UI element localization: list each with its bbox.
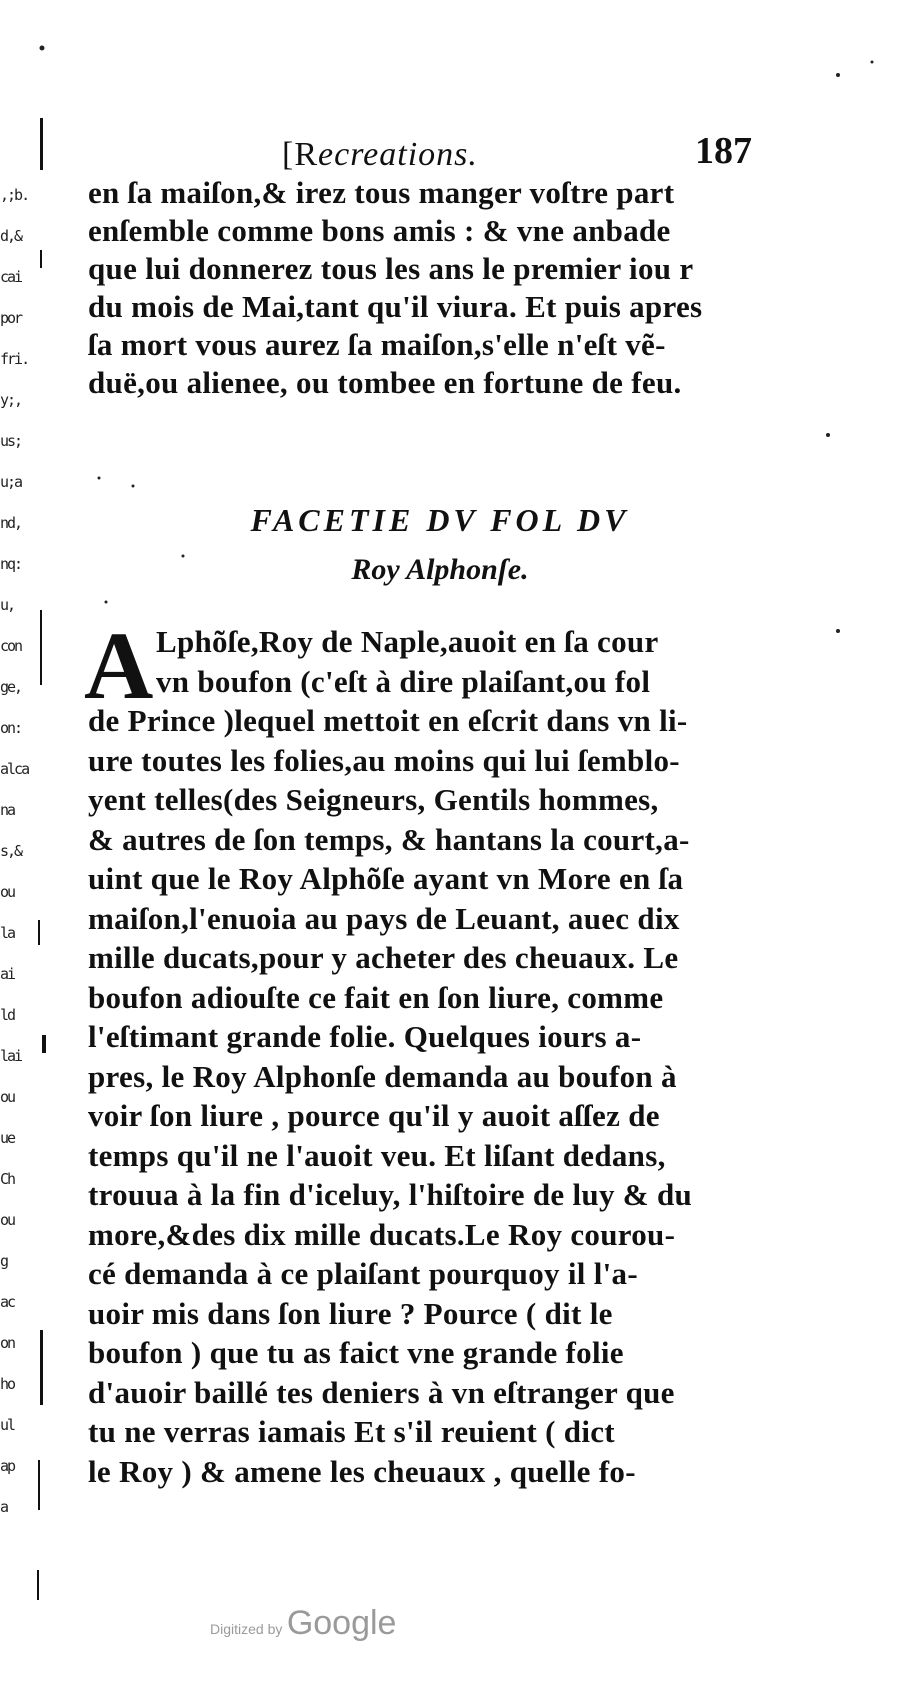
gutter-fragment: ge, xyxy=(0,678,22,696)
gutter-fragment: u;a xyxy=(0,473,22,491)
text-line: uoir mis dans ſon liure ? Pource ( dit le xyxy=(88,1295,613,1331)
text-line: le Roy ) & amene les cheuaux , quelle fo- xyxy=(88,1453,636,1489)
page-number: 187 xyxy=(695,130,752,172)
gutter-fragment: ld xyxy=(0,1006,15,1024)
text-line: temps qu'il ne l'auoit veu. Et liſant dedans, xyxy=(88,1137,666,1173)
text-line: cé demanda à ce plaiſant pourquoy il l'a- xyxy=(88,1256,638,1291)
gutter-fragment: ou xyxy=(0,883,15,901)
drop-cap: A xyxy=(84,612,154,719)
text-line: l'eſtimant grande folie. Quelques iours a- xyxy=(88,1019,642,1054)
credit-prefix: Digitized by xyxy=(210,1621,283,1637)
gutter-fragment: ue xyxy=(0,1129,15,1147)
gutter-fragment: u, xyxy=(0,596,15,614)
gutter-fragment: ,;b. xyxy=(0,186,29,204)
gutter-fragment: ou xyxy=(0,1088,15,1106)
gutter-fragment: Ch xyxy=(0,1170,15,1188)
speck xyxy=(105,601,108,604)
text-line: boufon adiouſte ce fait en ſon liure, comme xyxy=(88,979,664,1015)
text-line: ſa mort vous aurez ſa maiſon,s'elle n'eſt vẽ- xyxy=(88,327,666,362)
section-title: FACETIE DV FOL DV xyxy=(250,502,630,538)
gutter-fragment: por xyxy=(0,309,22,327)
text-line: duë,ou alienee, ou tombee en fortune de feu. xyxy=(88,365,682,400)
text-line: vn boufon (c'eſt à dire plaiſant,ou fol xyxy=(156,663,651,699)
speck xyxy=(836,73,840,77)
gutter-fragment: nq: xyxy=(0,555,22,573)
text-line: en ſa maiſon,& irez tous manger voſtre part xyxy=(88,175,675,210)
speck xyxy=(132,485,135,488)
text-line: de Prince )lequel mettoit en eſcrit dans vn li- xyxy=(88,703,688,738)
google-logo: Google xyxy=(286,1604,397,1642)
gutter-fragment: la xyxy=(0,924,15,942)
text-line: voir ſon liure , pource qu'il y auoit aſſez de xyxy=(88,1098,660,1133)
section-subtitle: Roy Alphonſe. xyxy=(351,553,529,586)
text-line: enſemble comme bons amis : & vne anbade xyxy=(88,213,671,248)
text-line: uint que le Roy Alphõſe ayant vn More en ſa xyxy=(88,861,684,896)
speck xyxy=(182,555,185,558)
speck xyxy=(40,46,45,51)
text-line: d'auoir baillé tes deniers à vn eſtranger que xyxy=(88,1374,675,1410)
speck xyxy=(98,477,101,480)
gutter-fragment: cai xyxy=(0,268,22,286)
text-line: du mois de Mai,tant qu'il viura. Et puis apres xyxy=(88,289,703,324)
gutter-fragment: y;, xyxy=(0,391,22,409)
running-head-title: ecreations. xyxy=(318,136,478,173)
text-line: pres, le Roy Alphonſe demanda au boufon à xyxy=(88,1058,677,1094)
gutter-fragment: on xyxy=(0,1334,15,1352)
gutter-fragment: lai xyxy=(0,1047,22,1065)
gutter-fragment: alca xyxy=(0,760,29,778)
gutter-fragment: ul xyxy=(0,1416,15,1434)
gutter-fragment: ap xyxy=(0,1457,15,1475)
text-line: yent telles(des Seigneurs, Gentils hommes, xyxy=(88,782,659,817)
gutter-fragment: s,& xyxy=(0,842,22,860)
gutter-fragment: ai xyxy=(0,965,15,983)
gutter-fragment: con xyxy=(0,637,22,655)
text-line: Lphõſe,Roy de Naple,auoit en ſa cour xyxy=(156,624,659,659)
gutter-fragment: d,& xyxy=(0,227,22,245)
text-line: maiſon,l'enuoia au pays de Leuant, auec dix xyxy=(88,900,680,936)
gutter-fragment: nd, xyxy=(0,514,22,532)
text-line: mille ducats,pour y acheter des cheuaux. Le xyxy=(88,940,679,975)
gutter-fragment: ou xyxy=(0,1211,15,1229)
running-head-bracket: [ xyxy=(282,136,295,173)
speck xyxy=(836,629,840,633)
text-line: trouua à la fin d'iceluy, l'hiſtoire de luy & du xyxy=(88,1177,693,1212)
text-line: ure toutes les folies,au moins qui lui ſemblo- xyxy=(88,742,680,778)
speck xyxy=(826,433,830,437)
text-line: tu ne verras iamais Et s'il reuient ( dict xyxy=(88,1414,615,1449)
gutter-fragment: ho xyxy=(0,1375,15,1393)
text-line: boufon ) que tu as faict vne grande folie xyxy=(88,1335,624,1370)
gutter-fragment: us; xyxy=(0,432,22,450)
gutter-fragment: na xyxy=(0,801,15,819)
digitization-credit xyxy=(210,1604,396,1643)
text-line: more,&des dix mille ducats.Le Roy courou- xyxy=(88,1216,676,1252)
speck xyxy=(871,61,874,64)
text-line: que lui donnerez tous les ans le premier iou r xyxy=(88,251,694,286)
gutter-fragment: g xyxy=(0,1252,8,1270)
running-head-initial: R xyxy=(294,136,319,173)
gutter-fragment: a xyxy=(0,1498,8,1516)
gutter-fragment: ac xyxy=(0,1293,15,1311)
text-line: & autres de ſon temps, & hantans la court,a- xyxy=(88,821,690,857)
gutter-fragment: on: xyxy=(0,719,22,737)
gutter-fragment: fri. xyxy=(0,350,29,368)
